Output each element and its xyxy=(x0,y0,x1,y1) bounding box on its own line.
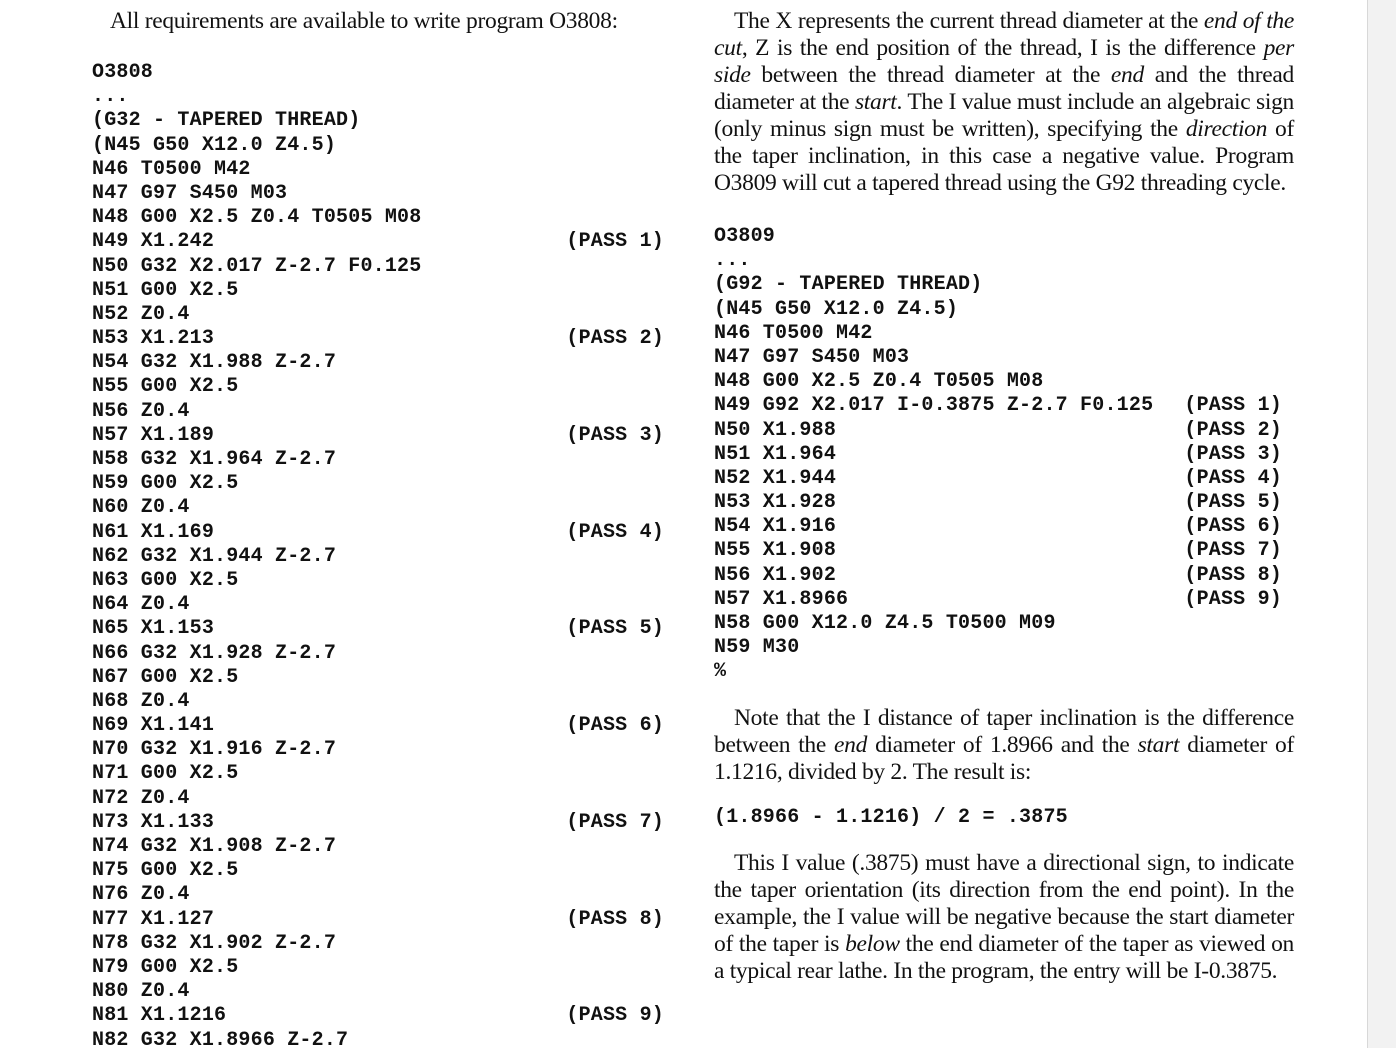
pass-comment xyxy=(664,787,672,811)
code-line xyxy=(92,859,672,883)
code-text: N46 T0500 M42 xyxy=(92,157,251,181)
code-text: N47 G97 S450 M03 xyxy=(714,345,910,369)
pass-comment xyxy=(664,255,672,279)
code-text: (G32 - TAPERED THREAD) xyxy=(92,109,361,133)
pass-comment xyxy=(664,279,672,303)
code-line xyxy=(92,85,672,109)
code-text: (N45 G50 X12.0 Z4.5) xyxy=(714,297,959,321)
code-line xyxy=(714,491,1294,515)
pass-comment xyxy=(664,642,672,666)
code-line xyxy=(92,327,672,351)
code-line xyxy=(714,564,1294,588)
code-text: N74 G32 X1.908 Z-2.7 xyxy=(92,835,337,858)
pass-comment xyxy=(1282,298,1294,322)
code-text: N50 G32 X2.017 Z-2.7 F0.125 xyxy=(92,254,422,278)
program-o3808-listing xyxy=(92,61,672,1053)
pass-comment xyxy=(664,569,672,593)
code-line xyxy=(92,738,672,762)
code-text: N48 G00 X2.5 Z0.4 T0505 M08 xyxy=(92,206,422,230)
code-text: N51 X1.964 xyxy=(714,442,837,466)
pass-comment: (PASS 9) xyxy=(1184,587,1282,611)
code-text: ... xyxy=(92,85,129,109)
code-line xyxy=(92,424,672,448)
code-line xyxy=(92,714,672,738)
code-text: N47 G97 S450 M03 xyxy=(92,181,288,205)
code-line xyxy=(92,956,672,980)
code-line xyxy=(92,666,672,690)
code-line xyxy=(714,322,1294,346)
code-text: % xyxy=(714,660,727,684)
pass-comment xyxy=(1282,370,1294,394)
pass-comment xyxy=(664,496,672,520)
pass-comment: (PASS 5) xyxy=(1184,491,1282,515)
code-text: N51 G00 X2.5 xyxy=(92,278,239,302)
code-line xyxy=(92,521,672,545)
code-text: N50 X1.988 xyxy=(714,418,837,442)
paragraph-x-z-i-explanation: The X represents the current thread diameter at the end of the cut, Z is the end position of the thread, I is the difference per side between the thread diameter at the end and the thread diameter at the start. The I value must include an algebraic sign (only minus sign must be written), specifying the direction of the taper inclination, in this case a negative value. Program O3809 will cut a tapered thread using the G92 threading cycle. xyxy=(714,8,1295,196)
code-text: (G92 - TAPERED THREAD) xyxy=(714,273,983,297)
pass-comment xyxy=(664,738,672,762)
pass-comment xyxy=(664,859,672,883)
code-text: N63 G00 X2.5 xyxy=(92,568,239,592)
code-text: N67 G00 X2.5 xyxy=(92,665,239,689)
code-text: N78 G32 X1.902 Z-2.7 xyxy=(92,931,337,955)
code-line xyxy=(92,642,672,666)
pass-comment: (PASS 3) xyxy=(1184,442,1282,466)
scrollbar-track[interactable] xyxy=(1367,0,1396,1048)
left-column xyxy=(92,8,672,1053)
code-line xyxy=(714,394,1294,418)
code-line xyxy=(92,569,672,593)
pass-comment xyxy=(664,61,672,85)
code-text: N65 X1.153 xyxy=(92,617,215,641)
code-text: N77 X1.127 xyxy=(92,907,215,931)
pass-comment xyxy=(1282,612,1294,636)
code-line xyxy=(92,303,672,327)
pass-comment: (PASS 8) xyxy=(1184,563,1282,587)
code-text: N61 X1.169 xyxy=(92,520,215,544)
pass-comment xyxy=(664,303,672,327)
pass-comment: (PASS 2) xyxy=(1184,418,1282,442)
pass-comment: (PASS 6) xyxy=(1184,515,1282,539)
code-line xyxy=(714,370,1294,394)
code-line xyxy=(92,61,672,85)
code-text: N69 X1.141 xyxy=(92,714,215,738)
code-text: N59 M30 xyxy=(714,636,800,660)
code-text: N76 Z0.4 xyxy=(92,883,190,907)
code-line xyxy=(92,351,672,375)
code-line xyxy=(92,617,672,641)
code-text: N49 G92 X2.017 I-0.3875 Z-2.7 F0.125 xyxy=(714,394,1154,418)
program-o3809-listing xyxy=(714,225,1294,685)
pass-comment: (PASS 3) xyxy=(566,423,664,447)
code-text: N79 G00 X2.5 xyxy=(92,955,239,979)
code-line xyxy=(92,980,672,1004)
code-line xyxy=(714,539,1294,563)
pass-comment xyxy=(664,134,672,158)
code-text: N68 Z0.4 xyxy=(92,689,190,713)
code-line xyxy=(92,811,672,835)
code-text: N56 X1.902 xyxy=(714,563,837,587)
paragraph-directional-sign: This I value (.3875) must have a directional sign, to indicate the taper orientation (its direction from the end point). In the example, the I value will be negative because the start diameter of the taper is below the end diameter of the taper as viewed on a typical rear lathe. In the program, the entry will be I-0.3875. xyxy=(714,849,1294,984)
code-text: (N45 G50 X12.0 Z4.5) xyxy=(92,133,337,157)
code-text: N55 G00 X2.5 xyxy=(92,375,239,399)
pass-comment: (PASS 4) xyxy=(566,520,664,544)
taper-formula: (1.8966 - 1.1216) / 2 = .3875 xyxy=(714,805,1068,829)
code-text: N46 T0500 M42 xyxy=(714,321,873,345)
code-line xyxy=(92,1004,672,1028)
pass-comment: (PASS 4) xyxy=(1184,466,1282,490)
pass-comment xyxy=(664,593,672,617)
code-text: N75 G00 X2.5 xyxy=(92,859,239,883)
code-text: N54 X1.916 xyxy=(714,515,837,539)
pass-comment xyxy=(1282,322,1294,346)
code-text: N49 X1.242 xyxy=(92,230,215,254)
code-line xyxy=(92,375,672,399)
code-line xyxy=(92,158,672,182)
code-line xyxy=(714,298,1294,322)
pass-comment xyxy=(664,835,672,859)
pass-comment xyxy=(664,375,672,399)
pass-comment xyxy=(1282,660,1294,684)
paragraph-i-distance-note: Note that the I distance of taper inclination is the difference between the end diameter of 1.8966 and the start diameter of 1.1216, divided by 2. The result is: xyxy=(714,704,1294,785)
pass-comment xyxy=(664,980,672,1004)
code-line xyxy=(92,835,672,859)
code-line xyxy=(714,273,1294,297)
code-text: N62 G32 X1.944 Z-2.7 xyxy=(92,544,337,568)
code-line xyxy=(92,400,672,424)
code-text: N53 X1.928 xyxy=(714,491,837,515)
pass-comment: (PASS 8) xyxy=(566,907,664,931)
pass-comment xyxy=(664,109,672,133)
pass-comment xyxy=(664,1029,672,1053)
pass-comment xyxy=(664,932,672,956)
code-line xyxy=(714,612,1294,636)
pass-comment xyxy=(664,400,672,424)
left-intro: All requirements are available to write program O3808: xyxy=(110,8,618,34)
pass-comment xyxy=(1282,225,1294,249)
code-line xyxy=(92,182,672,206)
pass-comment xyxy=(664,666,672,690)
pass-comment: (PASS 1) xyxy=(566,230,664,254)
code-text: N53 X1.213 xyxy=(92,327,215,351)
pass-comment xyxy=(664,448,672,472)
code-text: N66 G32 X1.928 Z-2.7 xyxy=(92,641,337,665)
pass-comment xyxy=(664,158,672,182)
code-line xyxy=(714,346,1294,370)
code-text: N73 X1.133 xyxy=(92,810,215,834)
code-text: N82 G32 X1.8966 Z-2.7 xyxy=(92,1028,349,1052)
pass-comment xyxy=(1282,346,1294,370)
code-line xyxy=(92,932,672,956)
code-line xyxy=(92,472,672,496)
code-text: N60 Z0.4 xyxy=(92,496,190,520)
code-line xyxy=(714,443,1294,467)
pass-comment xyxy=(1282,636,1294,660)
code-text: N71 G00 X2.5 xyxy=(92,762,239,786)
code-line xyxy=(92,545,672,569)
pass-comment: (PASS 5) xyxy=(566,617,664,641)
code-line xyxy=(92,134,672,158)
code-text: N81 X1.1216 xyxy=(92,1004,227,1028)
code-line xyxy=(714,249,1294,273)
pass-comment xyxy=(1282,249,1294,273)
pass-comment xyxy=(664,472,672,496)
code-text: N56 Z0.4 xyxy=(92,399,190,423)
code-text: N59 G00 X2.5 xyxy=(92,472,239,496)
code-text: N57 X1.189 xyxy=(92,423,215,447)
code-text: N72 Z0.4 xyxy=(92,786,190,810)
pass-comment xyxy=(664,762,672,786)
code-line xyxy=(92,206,672,230)
pass-comment xyxy=(664,956,672,980)
code-text: N57 X1.8966 xyxy=(714,587,849,611)
pass-comment: (PASS 7) xyxy=(1184,539,1282,563)
code-line xyxy=(92,908,672,932)
pass-comment xyxy=(1282,273,1294,297)
code-line xyxy=(714,660,1294,684)
pass-comment xyxy=(664,883,672,907)
code-line xyxy=(92,448,672,472)
code-line xyxy=(714,588,1294,612)
code-text: N52 Z0.4 xyxy=(92,302,190,326)
code-line xyxy=(92,787,672,811)
code-line xyxy=(92,690,672,714)
code-line xyxy=(714,467,1294,491)
code-text: N52 X1.944 xyxy=(714,466,837,490)
pass-comment: (PASS 2) xyxy=(566,327,664,351)
code-text: O3809 xyxy=(714,225,776,248)
code-line xyxy=(92,762,672,786)
pass-comment xyxy=(664,690,672,714)
pass-comment: (PASS 6) xyxy=(566,714,664,738)
code-line xyxy=(714,636,1294,660)
code-text: N70 G32 X1.916 Z-2.7 xyxy=(92,738,337,762)
code-text: N58 G00 X12.0 Z4.5 T0500 M09 xyxy=(714,612,1056,635)
pass-comment xyxy=(664,182,672,206)
code-line xyxy=(714,419,1294,443)
pass-comment: (PASS 1) xyxy=(1184,394,1282,418)
code-text: N54 G32 X1.988 Z-2.7 xyxy=(92,351,337,375)
code-line xyxy=(92,1029,672,1053)
code-line xyxy=(714,515,1294,539)
code-line xyxy=(92,230,672,254)
pass-comment xyxy=(664,206,672,230)
code-line xyxy=(92,593,672,617)
pass-comment xyxy=(664,85,672,109)
code-text: N64 Z0.4 xyxy=(92,593,190,617)
code-line xyxy=(92,496,672,520)
code-line xyxy=(92,109,672,133)
code-text: O3808 xyxy=(92,61,154,84)
pass-comment: (PASS 9) xyxy=(566,1004,664,1028)
code-line xyxy=(714,225,1294,249)
pass-comment xyxy=(664,351,672,375)
code-text: N58 G32 X1.964 Z-2.7 xyxy=(92,448,337,471)
code-line xyxy=(92,255,672,279)
code-text: N55 X1.908 xyxy=(714,539,837,563)
code-line xyxy=(92,279,672,303)
code-text: ... xyxy=(714,249,751,273)
pass-comment: (PASS 7) xyxy=(566,810,664,834)
right-column xyxy=(714,8,1294,985)
code-line xyxy=(92,883,672,907)
code-text: N80 Z0.4 xyxy=(92,980,190,1004)
code-text: N48 G00 X2.5 Z0.4 T0505 M08 xyxy=(714,370,1044,394)
pass-comment xyxy=(664,545,672,569)
